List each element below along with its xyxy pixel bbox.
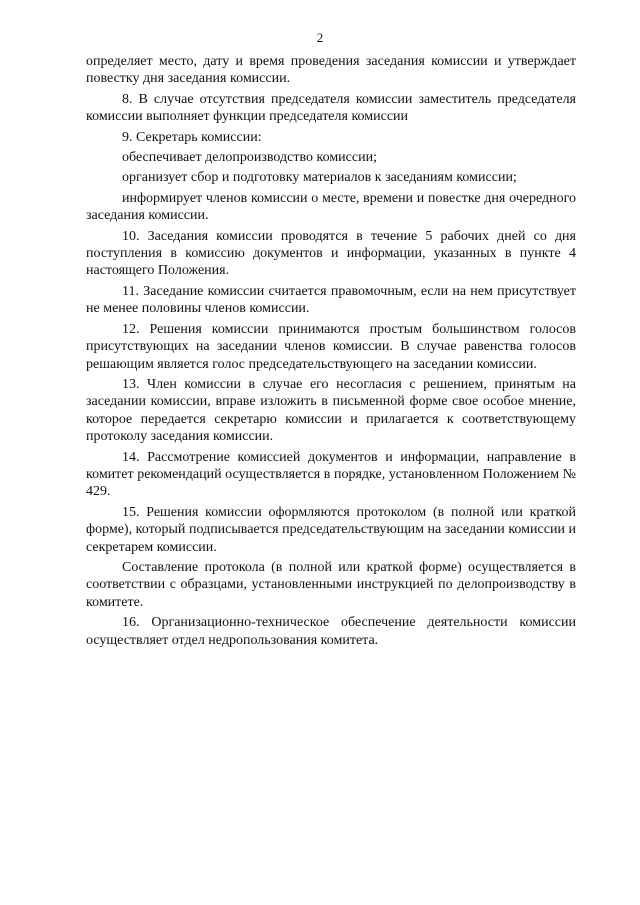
paragraph-9-item-3: информирует членов комиссии о месте, времени и повестке дня очередного заседания комиссии. [86,190,576,224]
document-body [86,53,576,649]
paragraph-12: 12. Решения комиссии принимаются простым большинством голосов присутствующих на заседании членов комиссии. В случае равенства голосов решающим является голос председательствующего на заседании комиссии. [86,321,576,372]
page-number: 2 [316,30,324,45]
paragraph-continuation: определяет место, дату и время проведения заседания комиссии и утверждает повестку дня заседания комиссии. [86,54,576,87]
paragraph-9-item-2: организует сбор и подготовку материалов к заседаниям комиссии; [122,170,517,186]
paragraph-9-item-1: обеспечивает делопроизводство комиссии; [122,150,377,166]
paragraph-15: 15. Решения комиссии оформляются протоколом (в полной или краткой форме), который подписывается председательствующим на заседании комиссии и секретарем комиссии. [86,504,576,555]
paragraph-11: 11. Заседание комиссии считается правомочным, если на нем присутствует не менее половины членов комиссии. [86,283,576,317]
paragraph-9-heading: 9. Секретарь комиссии: [122,129,262,145]
paragraph-10: 10. Заседания комиссии проводятся в течение 5 рабочих дней со дня поступления в комиссию документов и информации, указанных в пункте 4 настоящего Положения. [86,228,576,279]
paragraph-8: 8. В случае отсутствия председателя комиссии заместитель председателя комиссии выполняет функции председателя комиссии [86,91,576,125]
paragraph-14: 14. Рассмотрение комиссией документов и информации, направление в комитет рекомендаций осуществляется в порядке, установленном Положением № 429. [86,449,576,500]
paragraph-15-protocol: Составление протокола (в полной или краткой форме) осуществляется в соответствии с образцами, установленными инструкцией по делопроизводству в комитете. [86,559,576,610]
paragraph-16: 16. Организационно-техническое обеспечение деятельности комиссии осуществляет отдел недропользования комитета. [86,615,576,648]
paragraph-13: 13. Член комиссии в случае его несогласия с решением, принятым на заседании комиссии, вправе изложить в письменной форме свое особое мнение, которое передается секретарю комиссии и прилагается к соответствующему протоколу заседания комиссии. [86,376,576,445]
